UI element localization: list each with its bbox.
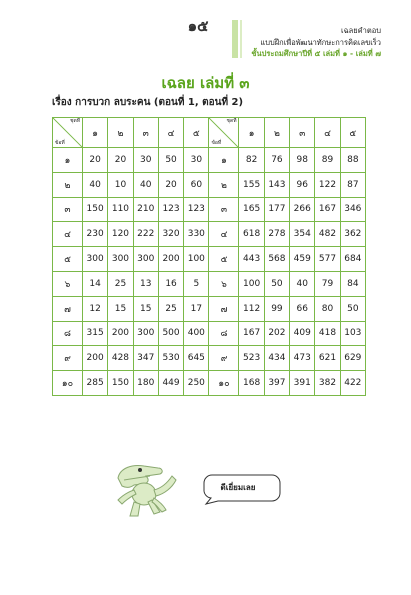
answer-cell: 30 [133,148,158,173]
row-label: ๕ [53,247,83,272]
answer-cell: 98 [290,148,315,173]
answer-cell: 5 [184,271,209,296]
answer-cell: 523 [239,346,264,371]
answer-cell: 391 [290,371,315,396]
row-label: ๒ [209,172,239,197]
answer-cell: 443 [239,247,264,272]
column-header: ๔ [158,118,183,148]
answer-cell: 354 [290,222,315,247]
table-row [53,346,366,371]
answer-cell: 40 [290,271,315,296]
row-label: ๗ [209,296,239,321]
answer-cell: 100 [239,271,264,296]
answer-cell: 79 [315,271,340,296]
answer-cell: 25 [108,271,133,296]
row-label: ๖ [209,271,239,296]
table-row [53,222,366,247]
answer-cell: 112 [239,296,264,321]
answer-cell: 346 [340,197,365,222]
answer-cell: 684 [340,247,365,272]
answer-cell: 300 [83,247,108,272]
answer-cell: 103 [340,321,365,346]
answer-cell: 80 [315,296,340,321]
column-header: ๓ [133,118,158,148]
answer-cell: 330 [184,222,209,247]
answer-cell: 20 [83,148,108,173]
answer-table [52,117,366,396]
answer-cell: 20 [108,148,133,173]
answer-cell: 99 [264,296,289,321]
corner-set-label: ชุดที่ [226,118,237,124]
column-header: ๑ [83,118,108,148]
answer-cell: 110 [108,197,133,222]
answer-cell: 409 [290,321,315,346]
table-corner-right [209,118,239,148]
answer-cell: 15 [108,296,133,321]
row-label: ๕ [209,247,239,272]
answer-cell: 82 [239,148,264,173]
answer-cell: 30 [184,148,209,173]
answer-cell: 155 [239,172,264,197]
answer-cell: 20 [158,172,183,197]
answer-cell: 382 [315,371,340,396]
answer-cell: 422 [340,371,365,396]
row-label: ๑ [209,148,239,173]
table-row [53,271,366,296]
row-label: ๔ [209,222,239,247]
answer-cell: 300 [108,247,133,272]
answer-cell: 89 [315,148,340,173]
header-decor-bar [232,20,238,58]
corner-item-label: ข้อที่ [55,140,65,146]
answer-cell: 278 [264,222,289,247]
answer-cell: 96 [290,172,315,197]
row-label: ๓ [209,197,239,222]
answer-cell: 577 [315,247,340,272]
answer-cell: 16 [158,271,183,296]
column-header: ๕ [184,118,209,148]
answer-cell: 418 [315,321,340,346]
answer-cell: 300 [133,247,158,272]
table-row [53,371,366,396]
crocodile-mascot-icon [110,458,185,520]
answer-cell: 88 [340,148,365,173]
corner-item-label: ข้อที่ [211,140,222,146]
row-label: ๙ [209,346,239,371]
column-header: ๑ [239,118,264,148]
table-row [53,197,366,222]
answer-cell: 167 [315,197,340,222]
answer-cell: 123 [184,197,209,222]
answer-cell: 266 [290,197,315,222]
answer-cell: 434 [264,346,289,371]
table-header-row [53,118,366,148]
answer-cell: 180 [133,371,158,396]
row-label: ๓ [53,197,83,222]
answer-cell: 568 [264,247,289,272]
row-label: ๑๐ [53,371,83,396]
answer-cell: 120 [108,222,133,247]
answer-cell: 347 [133,346,158,371]
answer-cell: 50 [340,296,365,321]
column-header: ๒ [108,118,133,148]
answer-cell: 40 [83,172,108,197]
answer-cell: 168 [239,371,264,396]
answer-cell: 210 [133,197,158,222]
answer-cell: 25 [158,296,183,321]
table-corner-left [53,118,83,148]
answer-cell: 17 [184,296,209,321]
answer-cell: 500 [158,321,183,346]
answer-cell: 645 [184,346,209,371]
answer-cell: 315 [83,321,108,346]
answer-cell: 122 [315,172,340,197]
answer-cell: 200 [158,247,183,272]
answer-cell: 177 [264,197,289,222]
answer-cell: 428 [108,346,133,371]
answer-cell: 200 [108,321,133,346]
answer-cell: 40 [133,172,158,197]
row-label: ๑๐ [209,371,239,396]
answer-cell: 300 [133,321,158,346]
row-label: ๘ [53,321,83,346]
row-label: ๑ [53,148,83,173]
row-label: ๘ [209,321,239,346]
column-header: ๔ [315,118,340,148]
answer-cell: 473 [290,346,315,371]
answer-cell: 150 [108,371,133,396]
mascot-eye [138,468,142,472]
answer-cell: 15 [133,296,158,321]
answer-cell: 459 [290,247,315,272]
row-label: ๗ [53,296,83,321]
answer-cell: 482 [315,222,340,247]
speech-bubble-text: ดีเยี่ยมเลย [220,483,256,492]
table-row [53,148,366,173]
table-row [53,321,366,346]
column-header: ๒ [264,118,289,148]
answer-cell: 230 [83,222,108,247]
answer-cell: 123 [158,197,183,222]
answer-cell: 100 [184,247,209,272]
answer-cell: 621 [315,346,340,371]
answer-cell: 14 [83,271,108,296]
table-row [53,247,366,272]
page-number: ๑๕ [187,17,209,35]
answer-cell: 143 [264,172,289,197]
row-label: ๖ [53,271,83,296]
table-row [53,172,366,197]
header-line-2: แบบฝึกเพื่อพัฒนาทักษะการคิดเลขเร็ว [260,38,381,47]
answer-cell: 165 [239,197,264,222]
row-label: ๒ [53,172,83,197]
answer-cell: 87 [340,172,365,197]
answer-cell: 50 [158,148,183,173]
answer-cell: 250 [184,371,209,396]
answer-cell: 320 [158,222,183,247]
answer-cell: 202 [264,321,289,346]
answer-cell: 618 [239,222,264,247]
answer-cell: 60 [184,172,209,197]
table-row [53,296,366,321]
answer-cell: 629 [340,346,365,371]
row-label: ๔ [53,222,83,247]
header-decor-bar-thin [240,20,242,58]
column-header: ๕ [340,118,365,148]
answer-cell: 397 [264,371,289,396]
corner-set-label: ชุดที่ [70,118,80,124]
answer-cell: 530 [158,346,183,371]
answer-cell: 12 [83,296,108,321]
answer-cell: 222 [133,222,158,247]
answer-cell: 50 [264,271,289,296]
answer-cell: 362 [340,222,365,247]
row-label: ๙ [53,346,83,371]
column-header: ๓ [290,118,315,148]
answer-cell: 285 [83,371,108,396]
page-title: เฉลย เล่มที่ ๓ [161,74,250,92]
answer-cell: 400 [184,321,209,346]
answer-cell: 76 [264,148,289,173]
answer-cell: 167 [239,321,264,346]
answer-cell: 449 [158,371,183,396]
header-line-3: ชั้นประถมศึกษาปีที่ ๕ เล่มที่ ๑ - เล่มที่ ๗ [251,49,381,58]
answer-cell: 150 [83,197,108,222]
answer-cell: 66 [290,296,315,321]
answer-cell: 200 [83,346,108,371]
answer-cell: 10 [108,172,133,197]
answer-cell: 13 [133,271,158,296]
subject-line: เรื่อง การบวก ลบระคน (ตอนที่ 1, ตอนที่ 2) [52,97,244,108]
answer-cell: 84 [340,271,365,296]
header-line-1: เฉลยคำตอบ [340,26,381,35]
